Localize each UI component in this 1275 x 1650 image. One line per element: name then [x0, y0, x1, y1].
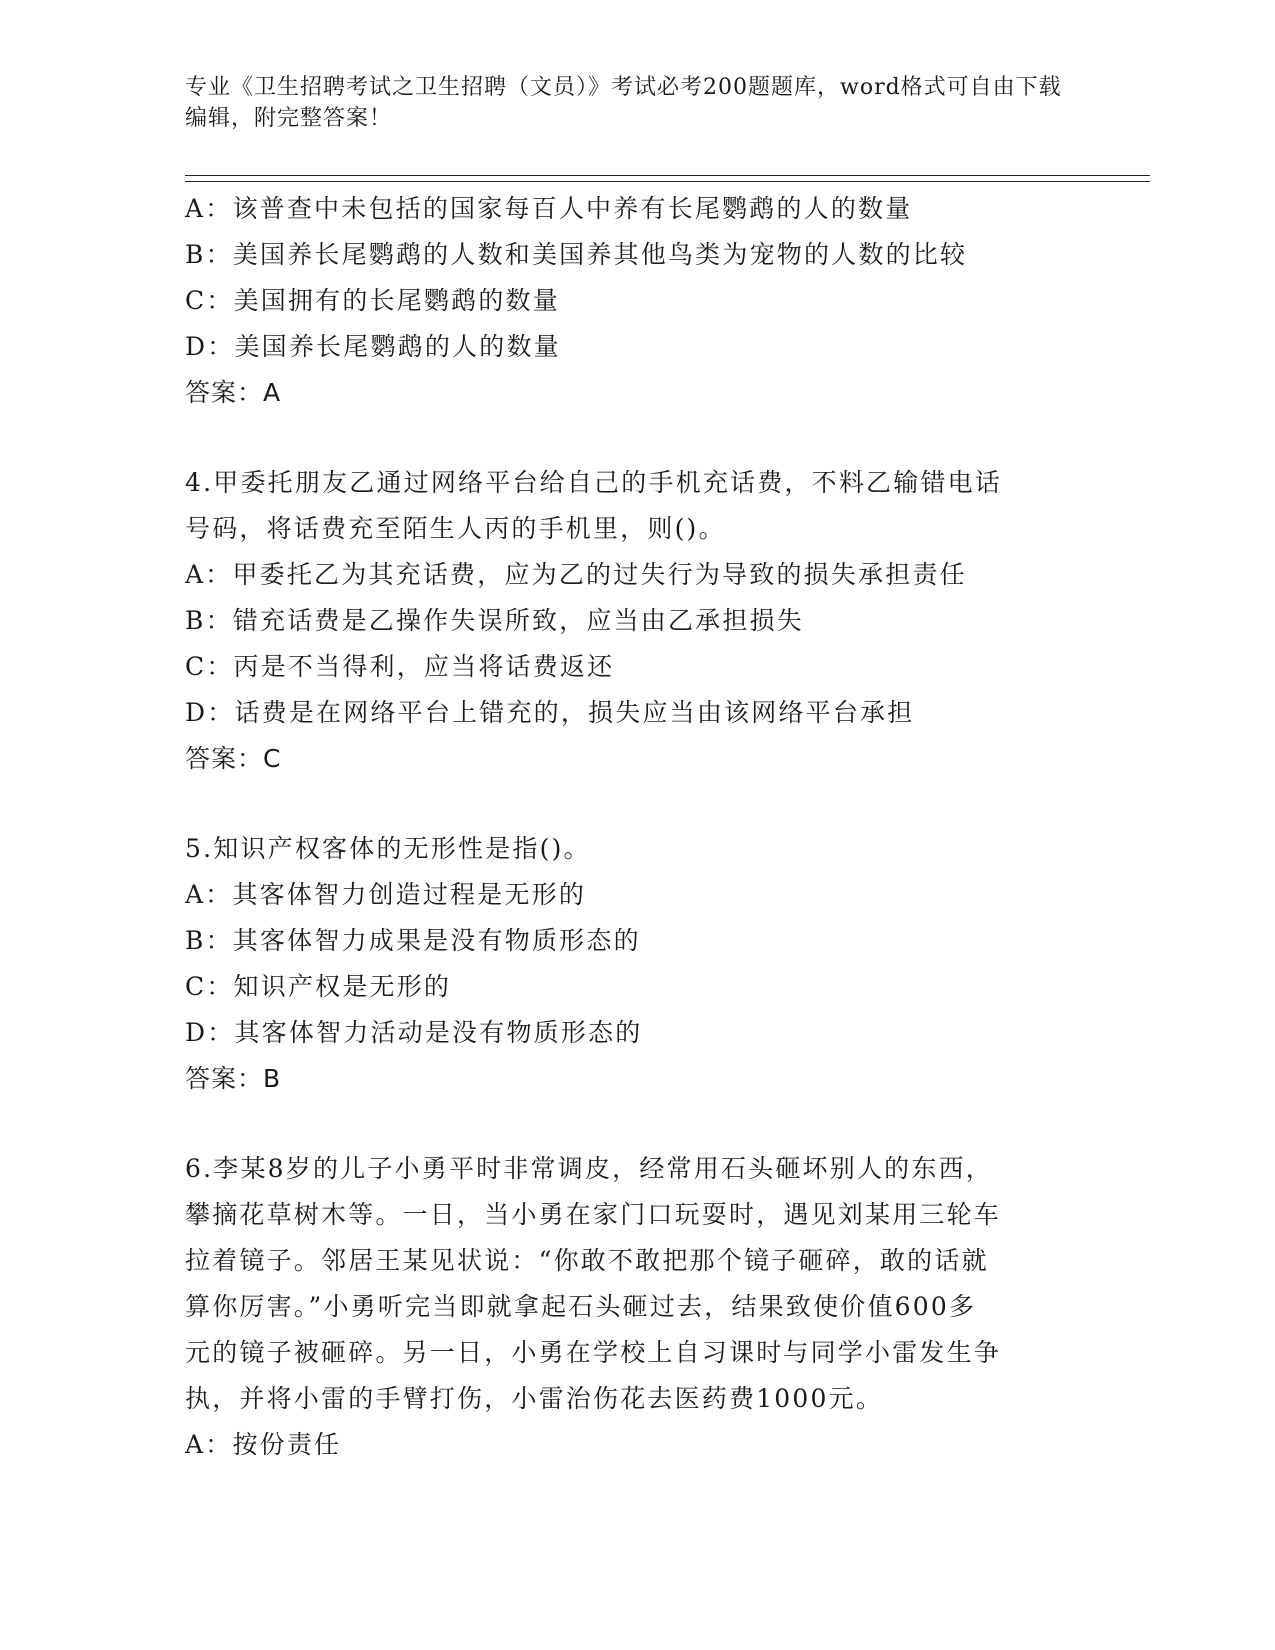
option-b: B：其客体智力成果是没有物质形态的 [185, 926, 641, 955]
option-d: D：话费是在网络平台上错充的，损失应当由该网络平台承担 [185, 698, 915, 727]
answer-line: 答案：B [185, 1064, 282, 1093]
question-stem-line: 6.李某8岁的儿子小勇平时非常调皮，经常用石头砸坏别人的东西， [185, 1154, 993, 1183]
question-stem-line: 算你厉害。”小勇听完当即就拿起石头砸过去，结果致使价值600多 [185, 1292, 977, 1321]
option-d: D：美国养长尾鹦鹉的人的数量 [185, 332, 561, 361]
option-b: B：美国养长尾鹦鹉的人数和美国养其他鸟类为宠物的人数的比较 [185, 240, 968, 269]
answer-line: 答案：A [185, 378, 282, 407]
question-block [185, 186, 1065, 416]
question-stem-line: 拉着镜子。邻居王某见状说：“你敢不敢把那个镜子砸碎，敢的话就 [185, 1246, 989, 1275]
option-c: C：知识产权是无形的 [185, 972, 452, 1001]
question-stem-line: 元的镜子被砸碎。另一日，小勇在学校上自习课时与同学小雷发生争 [185, 1338, 1002, 1367]
question-stem-line: 攀摘花草树木等。一日，当小勇在家门口玩耍时，遇见刘某用三轮车 [185, 1200, 1002, 1229]
answer-line: 答案：C [185, 744, 282, 773]
option-a: A：甲委托乙为其充话费，应为乙的过失行为导致的损失承担责任 [185, 560, 967, 589]
question-stem-line: 4.甲委托朋友乙通过网络平台给自己的手机充话费，不料乙输错电话 [185, 468, 1003, 497]
header-rule-top [185, 175, 1150, 176]
question-stem-line: 号码，将话费充至陌生人丙的手机里，则()。 [185, 514, 726, 543]
option-a: A：其客体智力创造过程是无形的 [185, 880, 587, 909]
option-c: C：丙是不当得利，应当将话费返还 [185, 652, 615, 681]
option-a: A：按份责任 [185, 1430, 342, 1459]
question-block [185, 826, 1065, 1102]
document-header: 专业《卫生招聘考试之卫生招聘（文员）》考试必考200题题库，word格式可自由下载编辑，附完整答案！ [185, 75, 1062, 131]
question-stem-line: 5.知识产权客体的无形性是指()。 [185, 834, 591, 863]
option-d: D：其客体智力活动是没有物质形态的 [185, 1018, 643, 1047]
option-b: B：错充话费是乙操作失误所致，应当由乙承担损失 [185, 606, 804, 635]
option-c: C：美国拥有的长尾鹦鹉的数量 [185, 286, 560, 315]
header-rule-bottom [185, 181, 1150, 182]
option-a: A：该普查中未包括的国家每百人中养有长尾鹦鹉的人的数量 [185, 194, 913, 223]
question-block [185, 1146, 1065, 1468]
question-block [185, 460, 1065, 782]
question-stem-line: 执，并将小雷的手臂打伤，小雷治伤花去医药费1000元。 [185, 1384, 884, 1413]
question-content [185, 186, 1065, 1468]
